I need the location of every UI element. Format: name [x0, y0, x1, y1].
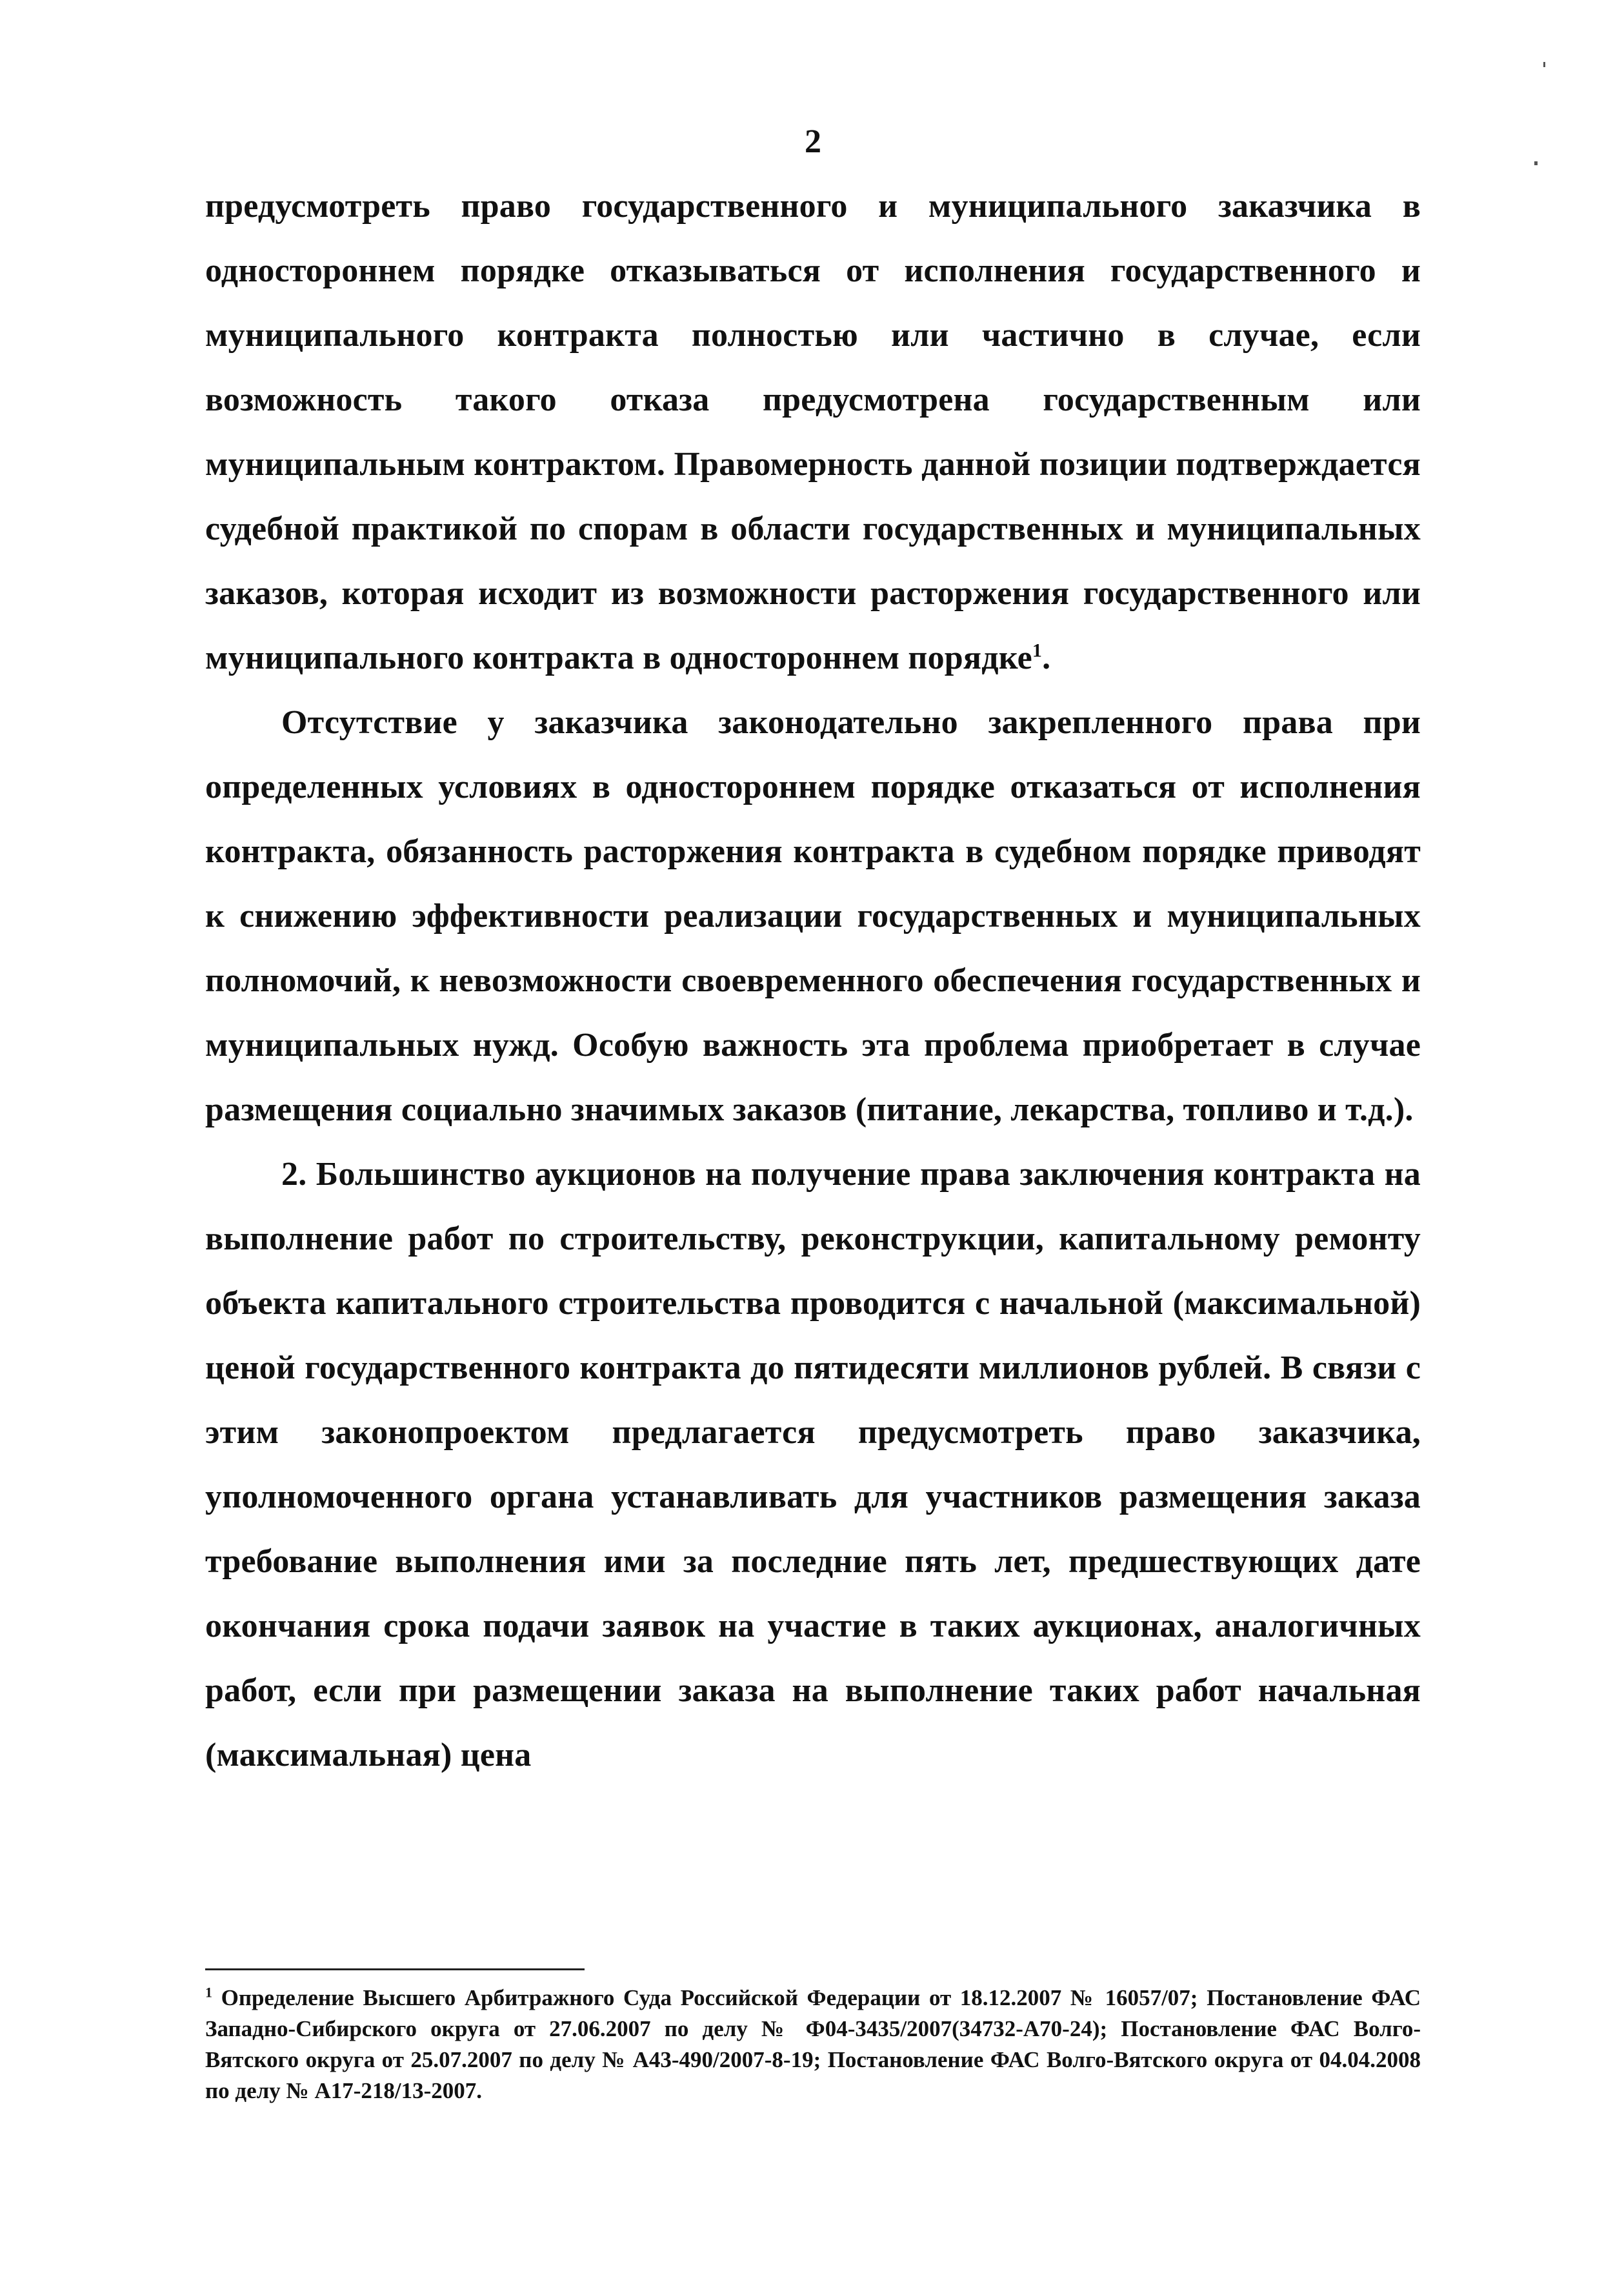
paragraph-3: 2. Большинство аукционов на получение права заключения контракта на выполнение работ по строительству, реконструкции, капитальному ремонту объекта капитального строительства проводится с начальной (максимальной) ценой государственного контракта до пятидесяти миллионов рублей. В связи с этим законопроектом предлагается предусмотреть право заказчика, уполномоченного органа устанавливать для участников размещения заказа требование выполнения ими за последние пять лет, предшествующих дате окончания срока подачи заявок на участие в таких аукционах, аналогичных работ, если при размещении заказа на выполнение таких работ начальная (максимальная) цена [205, 1156, 1421, 1773]
paragraph-1 [205, 174, 1421, 691]
body-text [205, 174, 1421, 1788]
footnote-marker: 1 [205, 1984, 212, 2001]
scan-speck [1543, 62, 1545, 67]
footnote-reference: 1 [1032, 640, 1043, 662]
footnote-text: Определение Высшего Арбитражного Суда Российской Федерации от 18.12.2007 № 16057/07; Постановление ФАС Западно-Сибирского округа от 27.06.2007 по делу № Ф04-3435/2007(34732-А70-24); Постановление ФАС Волго-Вятского округа от 25.07.2007 по делу № А43-490/2007-8-19; Постановление ФАС Волго-Вятского округа от 04.04.2008 по делу № А17-218/13-2007. [205, 1985, 1421, 2103]
paragraph-tail: . [1042, 640, 1051, 676]
footnote-separator [205, 1968, 585, 1970]
paragraph-2: Отсутствие у заказчика законодательно закрепленного права при определенных условиях в одностороннем порядке отказаться от исполнения контракта, обязанность расторжения контракта в судебном порядке приводят к снижению эффективности реализации государственных и муниципальных полномочий, к невозможности своевременного обеспечения государственных и муниципальных нужд. Особую важность эта проблема приобретает в случае размещения социально значимых заказов (питание, лекарства, топливо и т.д.). [205, 704, 1421, 1128]
scan-speck [1534, 161, 1538, 165]
page-number: 2 [805, 123, 821, 160]
footnote [205, 1983, 1421, 2106]
paragraph-text: предусмотреть право государственного и муниципального заказчика в одностороннем порядке отказываться от исполнения государственного и муниципального контракта полностью или частично в случае, если возможность такого отказа предусмотрена государственным или муниципальным контрактом. Правомерность данной позиции подтверждается судебной практикой по спорам в области государственных и муниципальных заказов, которая исходит из возможности расторжения государственного или муниципального контракта в одностороннем порядке [205, 188, 1421, 676]
